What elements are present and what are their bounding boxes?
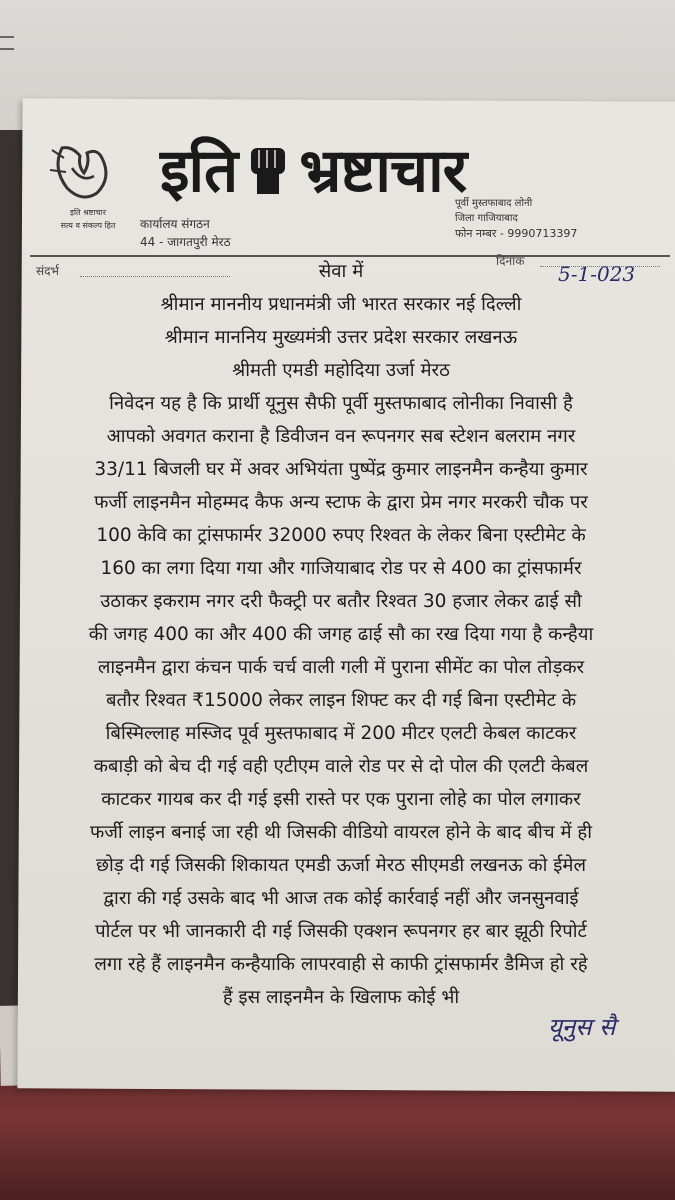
body-line: फर्जी लाइनमैन मोहम्मद कैफ अन्य स्टाफ के द्वारा प्रेम नगर मरकरी चौक पर <box>94 492 588 513</box>
body-line: 33/11 बिजली घर में अवर अभियंता पुष्पेंद्र कुमार लाइनमैन कन्हैया कुमार <box>94 459 588 480</box>
body-line: उठाकर इकराम नगर दरी फैक्ट्री पर बतौर रिश्वत 30 हजार लेकर ढाई सौ <box>100 591 582 612</box>
office-address <box>140 215 231 251</box>
office-street: 44 - जागतपुरी मेरठ <box>140 235 231 249</box>
salutation: सेवा में <box>318 261 364 282</box>
body-line: छोड़ दी गई जिसकी शिकायत एमडी ऊर्जा मेरठ सीएमडी लखनऊ को ईमेल <box>96 855 586 876</box>
body-line: हैं इस लाइनमैन के खिलाफ कोई भी <box>222 987 460 1008</box>
raised-fist-icon <box>243 138 293 198</box>
margin-mark <box>0 36 14 50</box>
handwritten-signature: यूनुस सै <box>548 1013 616 1041</box>
body-line: पोर्टल पर भी जानकारी दी गई जिसकी एक्शन रूपनगर हर बार झूठी रिपोर्ट <box>95 921 587 942</box>
body-line: 100 केवि का ट्रांसफार्मर 32000 रुपए रिश्वत के लेकर बिना एस्टीमेट के <box>96 525 586 546</box>
addressee-line: श्रीमती एमडी महोदिया उर्जा मेरठ <box>232 360 450 381</box>
office-label: कार्यालय संगठन <box>140 217 210 231</box>
masthead-title-right: भ्रष्टाचार <box>299 136 467 206</box>
contact-block <box>455 196 577 241</box>
logo-caption-line-2: सत्य व संकल्प हित <box>60 221 116 230</box>
body-line: की जगह 400 का और 400 की जगह ढाई सौ का रख दिया गया है कन्हैया <box>88 624 594 645</box>
body-line: लाइनमैन द्वारा कंचन पार्क चर्च वाली गली में पुराना सीमेंट का पोल तोड़कर <box>97 657 585 678</box>
handwritten-date: 5-1-023 <box>558 262 636 286</box>
reference-label: संदर्भ <box>36 264 59 278</box>
masthead-title-left: इति <box>160 136 238 206</box>
phone-number: फोन नम्बर - 9990713397 <box>455 227 578 240</box>
masthead-title <box>160 128 466 208</box>
body-line: फर्जी लाइन बनाई जा रही थी जिसकी वीडियो वायरल होने के बाद बीच में ही <box>89 822 593 843</box>
body-line: द्वारा की गई उसके बाद भी आज तक कोई कार्रवाई नहीं और जनसुनवाई <box>103 888 579 909</box>
body-line: 160 का लगा दिया गया और गाजियाबाद रोड पर से 400 का ट्रांसफार्मर <box>100 558 582 579</box>
logo-caption-line-1: इति श्रष्टाचार <box>70 208 106 217</box>
addressee-line: श्रीमान माननिय मुख्यमंत्री उत्तर प्रदेश सरकार लखनऊ <box>164 327 518 348</box>
contact-line-1: पूर्वी मुस्तफाबाद लोनी <box>455 198 533 209</box>
body-line: आपको अवगत कराना है डिवीजन वन रूपनगर सब स्टेशन बलराम नगर <box>106 426 576 447</box>
body-line: लगा रहे हैं लाइनमैन कन्हैयाकि लापरवाही से काफी ट्रांसफार्मर डैमिज हो रहे <box>94 954 588 975</box>
letter-body <box>26 255 656 1014</box>
contact-line-2: जिला गाजियाबाद <box>455 213 518 224</box>
body-line: काटकर गायब कर दी गई इसी रास्ते पर एक पुराना लोहे का पोल लगाकर <box>101 789 581 810</box>
body-line: कबाड़ी को बेच दी गई वही एटीएम वाले रोड पर से दो पोल की एलटी केबल <box>93 756 589 777</box>
body-line: निवेदन यह है कि प्रार्थी यूनुस सैफी पूर्वी मुस्तफाबाद लोनीका निवासी है <box>109 393 573 414</box>
logo-caption <box>38 206 138 232</box>
addressee-line: श्रीमान माननीय प्रधानमंत्री जी भारत सरकार नई दिल्ली <box>160 294 522 315</box>
body-line: बतौर रिश्वत ₹15000 लेकर लाइन शिफ्ट कर दी गई बिना एस्टीमेट के <box>105 690 577 711</box>
date-label: दिनांक <box>496 254 525 268</box>
body-line: बिस्मिल्लाह मस्जिद पूर्व मुस्तफाबाद में 200 मीटर एलटी केबल काटकर <box>105 723 577 744</box>
